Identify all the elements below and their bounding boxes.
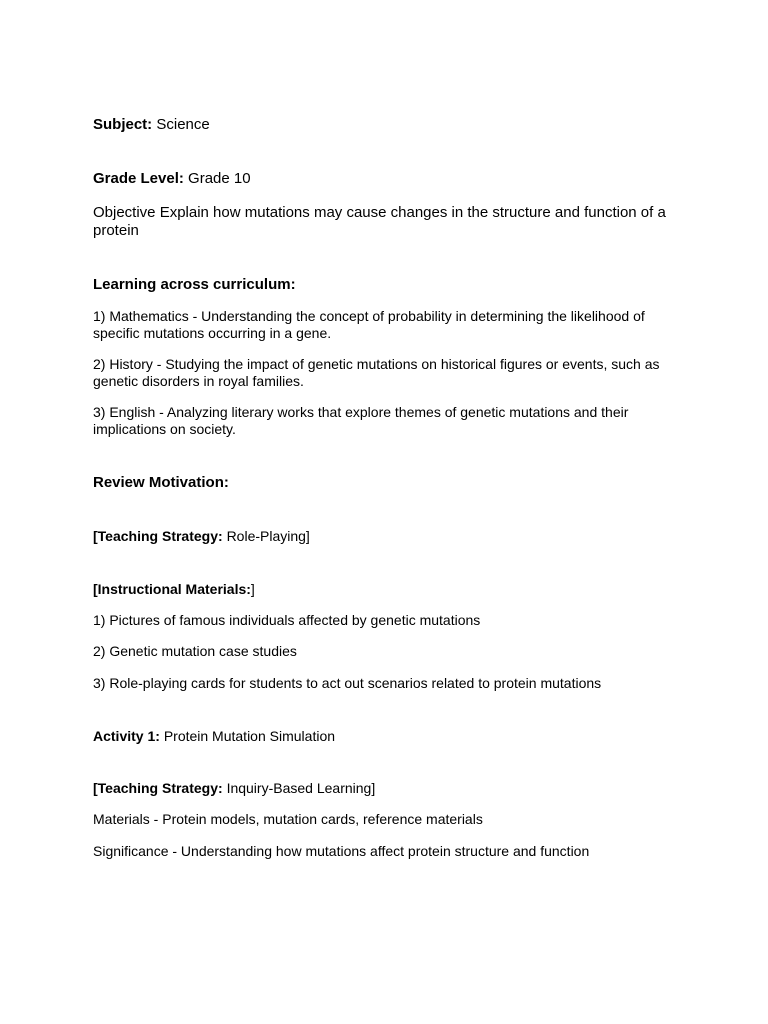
review-motivation-heading: [93, 474, 683, 492]
learning-across-heading-text: Learning across curriculum:: [93, 276, 296, 293]
learning-item-history: 2) History - Studying the impact of genetic mutations on historical figures or events, such as genetic disorders in royal families.: [93, 356, 660, 389]
grade-level-line: [93, 170, 683, 188]
activity-1-value: Protein Mutation Simulation: [163, 728, 336, 744]
material-item-case-studies: 2) Genetic mutation case studies: [93, 643, 297, 659]
teaching-strategy-1-label: Teaching Strategy:: [97, 528, 223, 544]
grade-level-value: Grade 10: [188, 170, 251, 187]
grade-level-label: Grade Level:: [93, 170, 184, 187]
teaching-strategy-2-open: [: [93, 780, 98, 796]
materials-line: Materials - Protein models, mutation cards, reference materials: [93, 811, 483, 827]
material-item-pictures: 1) Pictures of famous individuals affected by genetic mutations: [93, 612, 481, 628]
subject-line: [93, 116, 683, 134]
subject-value: Science: [156, 116, 210, 133]
material-item-role-cards: 3) Role-playing cards for students to act out scenarios related to protein mutations: [93, 675, 602, 691]
activity-1-line: [93, 728, 683, 745]
teaching-strategy-2-value: Inquiry-Based Learning]: [226, 780, 376, 796]
learning-across-heading: [93, 276, 683, 294]
objective: Objective Explain how mutations may cause changes in the structure and function of a protein: [93, 204, 666, 239]
teaching-strategy-2: [93, 780, 683, 797]
activity-1-label: Activity 1:: [93, 728, 160, 744]
instructional-materials-label: [Instructional Materials:: [93, 581, 251, 597]
subject-label: Subject:: [93, 116, 153, 133]
teaching-strategy-2-label: Teaching Strategy:: [97, 780, 223, 796]
instructional-materials-close: ]: [250, 581, 255, 597]
learning-item-english: 3) English - Analyzing literary works that explore themes of genetic mutations and their implications on society.: [93, 404, 629, 437]
teaching-strategy-1: [93, 528, 683, 545]
review-motivation-heading-text: Review Motivation:: [93, 474, 229, 491]
significance-line: Significance - Understanding how mutations affect protein structure and function: [93, 843, 590, 859]
learning-item-mathematics: 1) Mathematics - Understanding the concept of probability in determining the likelihood of specific mutations occurring in a gene.: [93, 308, 645, 341]
teaching-strategy-1-open: [: [93, 528, 98, 544]
instructional-materials-heading: [93, 581, 683, 598]
teaching-strategy-1-value: Role-Playing]: [226, 528, 310, 544]
